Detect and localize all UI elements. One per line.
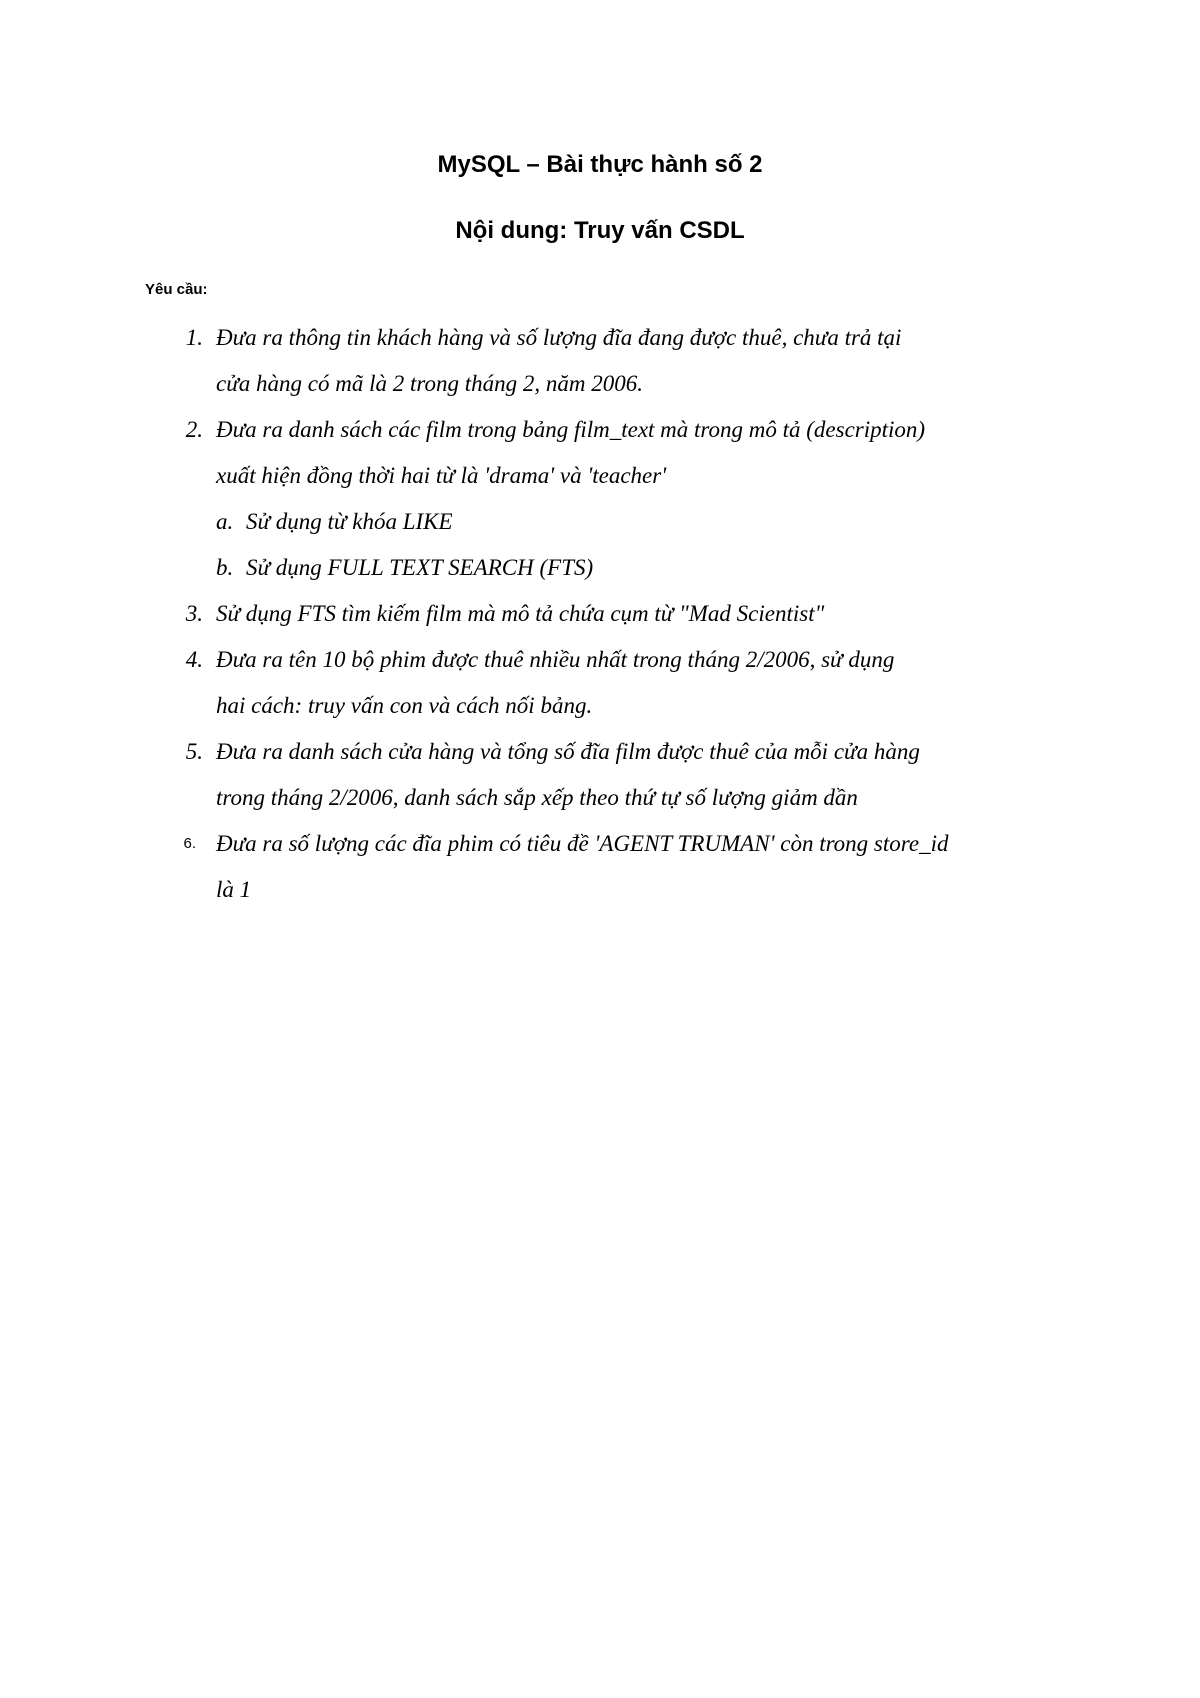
item-number: 4. bbox=[185, 647, 203, 672]
item-line: Đưa ra thông tin khách hàng và số lượng đĩa đang được thuê, chưa trả tại bbox=[216, 325, 902, 350]
subitem-letter: b. bbox=[216, 555, 234, 580]
item-line: Đưa ra danh sách cửa hàng và tổng số đĩa film được thuê của mỗi cửa hàng bbox=[216, 739, 920, 764]
requirements-label: Yêu cầu: bbox=[145, 281, 208, 298]
subitem-letter: a. bbox=[216, 509, 234, 534]
item-number: 3. bbox=[185, 601, 203, 626]
item-number: 2. bbox=[185, 417, 203, 442]
item-line: hai cách: truy vấn con và cách nối bảng. bbox=[216, 693, 593, 718]
subitem-text: Sử dụng từ khóa LIKE bbox=[246, 509, 453, 534]
item-line: Đưa ra tên 10 bộ phim được thuê nhiều nhất trong tháng 2/2006, sử dụng bbox=[216, 647, 895, 672]
item-line: cửa hàng có mã là 2 trong tháng 2, năm 2006. bbox=[216, 371, 643, 396]
subitem-text: Sử dụng FULL TEXT SEARCH (FTS) bbox=[246, 555, 594, 580]
item-line: xuất hiện đồng thời hai từ là 'drama' và 'teacher' bbox=[216, 463, 667, 488]
document-subtitle: Nội dung: Truy vấn CSDL bbox=[455, 217, 745, 244]
item-number: 6. bbox=[183, 835, 196, 852]
item-line: Đưa ra số lượng các đĩa phim có tiêu đề 'AGENT TRUMAN' còn trong store_id bbox=[216, 831, 949, 856]
item-number: 1. bbox=[185, 325, 203, 350]
item-number: 5. bbox=[185, 739, 203, 764]
item-line: trong tháng 2/2006, danh sách sắp xếp theo thứ tự số lượng giảm dần bbox=[216, 785, 858, 810]
item-line: Đưa ra danh sách các film trong bảng film_text mà trong mô tả (description) bbox=[216, 417, 926, 442]
document-title: MySQL – Bài thực hành số 2 bbox=[437, 151, 763, 178]
item-line: là 1 bbox=[216, 877, 252, 902]
item-line: Sử dụng FTS tìm kiếm film mà mô tả chứa cụm từ "Mad Scientist" bbox=[216, 601, 825, 626]
